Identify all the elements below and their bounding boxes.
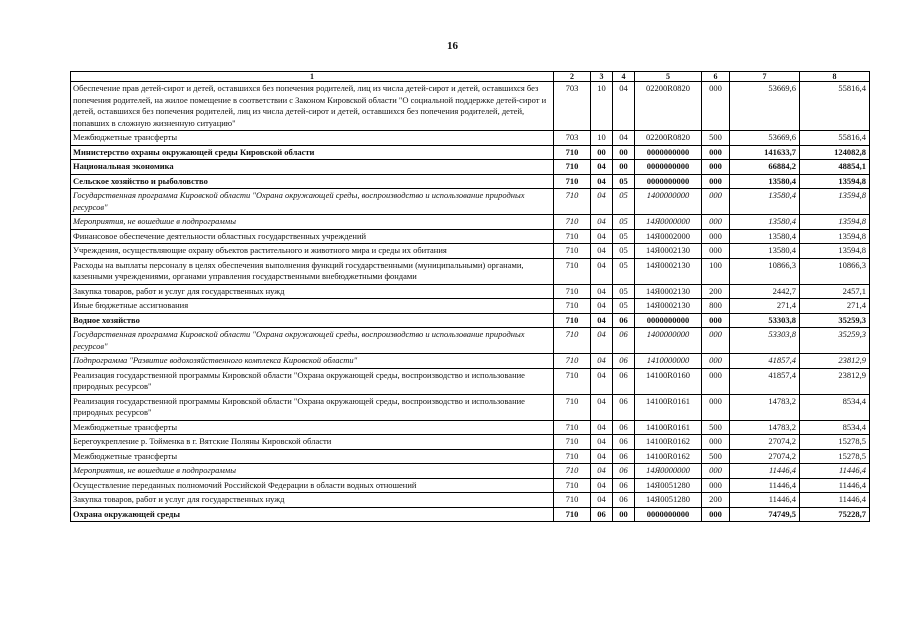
col-expense-type: 000 <box>702 328 730 354</box>
col-subsection: 06 <box>613 354 635 369</box>
col-amount-year2: 10866,3 <box>800 258 870 284</box>
row-name: Закупка товаров, работ и услуг для государственных нужд <box>71 493 554 508</box>
col-section: 04 <box>591 328 613 354</box>
col-amount-year2: 13594,8 <box>800 244 870 259</box>
col-amount-year1: 14783,2 <box>730 420 800 435</box>
col-section: 04 <box>591 435 613 450</box>
col-expense-type: 000 <box>702 368 730 394</box>
col-ministry: 710 <box>554 258 591 284</box>
col-section: 04 <box>591 368 613 394</box>
col-ministry: 710 <box>554 328 591 354</box>
col-amount-year1: 13580,4 <box>730 189 800 215</box>
col-target-article: 14100R0162 <box>635 449 702 464</box>
col-ministry: 710 <box>554 464 591 479</box>
col-target-article: 1410000000 <box>635 354 702 369</box>
col-amount-year1: 41857,4 <box>730 354 800 369</box>
col-ministry: 710 <box>554 189 591 215</box>
col-section: 06 <box>591 507 613 522</box>
col-target-article: 14Я0000000 <box>635 464 702 479</box>
col-amount-year1: 53669,6 <box>730 82 800 131</box>
table-row <box>71 435 870 450</box>
row-name: Межбюджетные трансферты <box>71 420 554 435</box>
col-amount-year1: 53303,8 <box>730 313 800 328</box>
col-amount-year1: 11446,4 <box>730 493 800 508</box>
table-row <box>71 464 870 479</box>
col-subsection: 05 <box>613 244 635 259</box>
col-target-article: 0000000000 <box>635 507 702 522</box>
col-ministry: 710 <box>554 478 591 493</box>
col-subsection: 00 <box>613 145 635 160</box>
col-subsection: 00 <box>613 160 635 175</box>
table-row <box>71 174 870 189</box>
col-section: 04 <box>591 493 613 508</box>
col-amount-year1: 11446,4 <box>730 464 800 479</box>
table-row <box>71 229 870 244</box>
col-ministry: 703 <box>554 82 591 131</box>
col-amount-year2: 13594,8 <box>800 229 870 244</box>
col-subsection: 06 <box>613 313 635 328</box>
col-section: 04 <box>591 299 613 314</box>
column-header: 1 <box>71 72 554 82</box>
row-name: Межбюджетные трансферты <box>71 449 554 464</box>
col-expense-type: 000 <box>702 82 730 131</box>
col-amount-year1: 10866,3 <box>730 258 800 284</box>
col-ministry: 710 <box>554 145 591 160</box>
col-section: 04 <box>591 464 613 479</box>
column-header: 5 <box>635 72 702 82</box>
col-expense-type: 000 <box>702 435 730 450</box>
col-expense-type: 000 <box>702 394 730 420</box>
col-target-article: 14Я0051280 <box>635 478 702 493</box>
col-target-article: 14Я0002130 <box>635 258 702 284</box>
col-amount-year2: 8534,4 <box>800 394 870 420</box>
col-section: 04 <box>591 354 613 369</box>
col-expense-type: 000 <box>702 354 730 369</box>
column-header: 6 <box>702 72 730 82</box>
col-section: 04 <box>591 478 613 493</box>
col-section: 04 <box>591 258 613 284</box>
col-expense-type: 200 <box>702 284 730 299</box>
col-target-article: 14Я0002130 <box>635 244 702 259</box>
col-ministry: 710 <box>554 284 591 299</box>
col-amount-year2: 11446,4 <box>800 478 870 493</box>
col-section: 04 <box>591 215 613 230</box>
col-section: 04 <box>591 160 613 175</box>
row-name: Берегоукрепление р. Тойменка в г. Вятские Поляны Кировской области <box>71 435 554 450</box>
col-section: 04 <box>591 449 613 464</box>
col-amount-year1: 53303,8 <box>730 328 800 354</box>
col-amount-year2: 13594,8 <box>800 215 870 230</box>
col-amount-year2: 13594,8 <box>800 174 870 189</box>
col-expense-type: 000 <box>702 145 730 160</box>
row-name: Финансовое обеспечение деятельности областных государственных учреждений <box>71 229 554 244</box>
table-row <box>71 82 870 131</box>
col-ministry: 710 <box>554 394 591 420</box>
col-expense-type: 500 <box>702 420 730 435</box>
col-amount-year1: 13580,4 <box>730 229 800 244</box>
col-amount-year1: 14783,2 <box>730 394 800 420</box>
row-name: Мероприятия, не вошедшие в подпрограммы <box>71 464 554 479</box>
col-ministry: 710 <box>554 354 591 369</box>
col-section: 04 <box>591 244 613 259</box>
col-subsection: 05 <box>613 174 635 189</box>
col-target-article: 1400000000 <box>635 328 702 354</box>
col-amount-year1: 27074,2 <box>730 435 800 450</box>
col-subsection: 06 <box>613 493 635 508</box>
table-row <box>71 189 870 215</box>
row-name: Министерство охраны окружающей среды Кировской области <box>71 145 554 160</box>
table-row <box>71 313 870 328</box>
column-header: 3 <box>591 72 613 82</box>
col-amount-year1: 66884,2 <box>730 160 800 175</box>
col-amount-year1: 271,4 <box>730 299 800 314</box>
col-subsection: 06 <box>613 449 635 464</box>
row-name: Закупка товаров, работ и услуг для государственных нужд <box>71 284 554 299</box>
col-ministry: 710 <box>554 449 591 464</box>
col-target-article: 0000000000 <box>635 313 702 328</box>
col-amount-year2: 8534,4 <box>800 420 870 435</box>
col-amount-year2: 75228,7 <box>800 507 870 522</box>
col-subsection: 05 <box>613 229 635 244</box>
col-amount-year1: 13580,4 <box>730 215 800 230</box>
row-name: Подпрограмма "Развитие водохозяйственного комплекса Кировской области" <box>71 354 554 369</box>
col-expense-type: 800 <box>702 299 730 314</box>
col-expense-type: 500 <box>702 131 730 146</box>
col-target-article: 14Я0000000 <box>635 215 702 230</box>
column-header: 8 <box>800 72 870 82</box>
col-amount-year1: 74749,5 <box>730 507 800 522</box>
col-amount-year2: 13594,8 <box>800 189 870 215</box>
col-ministry: 710 <box>554 299 591 314</box>
row-name: Государственная программа Кировской области "Охрана окружающей среды, воспроизводство и использование природных ресурсов" <box>71 189 554 215</box>
col-ministry: 703 <box>554 131 591 146</box>
col-subsection: 06 <box>613 394 635 420</box>
col-amount-year1: 141633,7 <box>730 145 800 160</box>
col-subsection: 06 <box>613 478 635 493</box>
col-amount-year1: 2442,7 <box>730 284 800 299</box>
row-name: Государственная программа Кировской области "Охрана окружающей среды, воспроизводство и использование природных ресурсов" <box>71 328 554 354</box>
col-section: 04 <box>591 284 613 299</box>
col-subsection: 06 <box>613 328 635 354</box>
col-section: 04 <box>591 229 613 244</box>
table-row <box>71 394 870 420</box>
col-target-article: 0000000000 <box>635 160 702 175</box>
col-subsection: 06 <box>613 435 635 450</box>
col-amount-year2: 15278,5 <box>800 449 870 464</box>
col-amount-year2: 35259,3 <box>800 313 870 328</box>
row-name: Сельское хозяйство и рыболовство <box>71 174 554 189</box>
col-amount-year2: 11446,4 <box>800 493 870 508</box>
col-subsection: 05 <box>613 299 635 314</box>
col-target-article: 14100R0162 <box>635 435 702 450</box>
col-amount-year1: 11446,4 <box>730 478 800 493</box>
col-target-article: 14Я0002130 <box>635 284 702 299</box>
col-subsection: 04 <box>613 131 635 146</box>
col-expense-type: 000 <box>702 313 730 328</box>
column-header: 2 <box>554 72 591 82</box>
col-expense-type: 500 <box>702 449 730 464</box>
col-section: 00 <box>591 145 613 160</box>
col-ministry: 710 <box>554 435 591 450</box>
col-target-article: 14100R0161 <box>635 420 702 435</box>
column-header: 4 <box>613 72 635 82</box>
table-row <box>71 493 870 508</box>
col-target-article: 14Я0002000 <box>635 229 702 244</box>
row-name: Водное хозяйство <box>71 313 554 328</box>
col-expense-type: 000 <box>702 229 730 244</box>
table-row <box>71 368 870 394</box>
col-target-article: 02200R0820 <box>635 131 702 146</box>
col-amount-year1: 27074,2 <box>730 449 800 464</box>
col-ministry: 710 <box>554 174 591 189</box>
col-expense-type: 000 <box>702 215 730 230</box>
col-amount-year2: 271,4 <box>800 299 870 314</box>
col-amount-year2: 15278,5 <box>800 435 870 450</box>
col-expense-type: 000 <box>702 464 730 479</box>
col-ministry: 710 <box>554 507 591 522</box>
row-name: Национальная экономика <box>71 160 554 175</box>
col-subsection: 06 <box>613 420 635 435</box>
col-expense-type: 000 <box>702 174 730 189</box>
col-amount-year2: 35259,3 <box>800 328 870 354</box>
col-expense-type: 100 <box>702 258 730 284</box>
col-subsection: 04 <box>613 82 635 131</box>
col-expense-type: 000 <box>702 160 730 175</box>
budget-table <box>70 71 870 522</box>
row-name: Иные бюджетные ассигнования <box>71 299 554 314</box>
col-amount-year2: 2457,1 <box>800 284 870 299</box>
col-section: 04 <box>591 420 613 435</box>
col-amount-year1: 13580,4 <box>730 244 800 259</box>
col-target-article: 14100R0160 <box>635 368 702 394</box>
col-amount-year2: 124082,8 <box>800 145 870 160</box>
col-amount-year2: 23812,9 <box>800 354 870 369</box>
col-subsection: 06 <box>613 464 635 479</box>
col-amount-year2: 55816,4 <box>800 82 870 131</box>
col-subsection: 05 <box>613 215 635 230</box>
table-row <box>71 244 870 259</box>
table-row <box>71 160 870 175</box>
col-section: 04 <box>591 189 613 215</box>
column-header: 7 <box>730 72 800 82</box>
col-ministry: 710 <box>554 493 591 508</box>
table-row <box>71 131 870 146</box>
col-subsection: 05 <box>613 189 635 215</box>
col-expense-type: 000 <box>702 244 730 259</box>
col-section: 04 <box>591 174 613 189</box>
col-target-article: 1400000000 <box>635 189 702 215</box>
col-ministry: 710 <box>554 368 591 394</box>
row-name: Реализация государственной программы Кировской области "Охрана окружающей среды, воспроизводство и использование природных ресурсов" <box>71 394 554 420</box>
col-section: 04 <box>591 394 613 420</box>
col-expense-type: 000 <box>702 507 730 522</box>
table-row <box>71 258 870 284</box>
table-row <box>71 354 870 369</box>
col-target-article: 14Я0002130 <box>635 299 702 314</box>
row-name: Расходы на выплаты персоналу в целях обеспечения выполнения функций государственными (муниципальными) органами, казенными учреждениями, органами управления государственными внебюджетными фондами <box>71 258 554 284</box>
col-target-article: 02200R0820 <box>635 82 702 131</box>
row-name: Реализация государственной программы Кировской области "Охрана окружающей среды, воспроизводство и использование природных ресурсов" <box>71 368 554 394</box>
col-amount-year2: 23812,9 <box>800 368 870 394</box>
col-subsection: 05 <box>613 258 635 284</box>
col-ministry: 710 <box>554 244 591 259</box>
table-body <box>71 72 870 522</box>
table-row <box>71 328 870 354</box>
col-amount-year1: 53669,6 <box>730 131 800 146</box>
col-expense-type: 000 <box>702 478 730 493</box>
col-subsection: 00 <box>613 507 635 522</box>
table-row <box>71 507 870 522</box>
header-row <box>71 72 870 82</box>
col-subsection: 05 <box>613 284 635 299</box>
table-row <box>71 478 870 493</box>
col-target-article: 14Я0051280 <box>635 493 702 508</box>
row-name: Охрана окружающей среды <box>71 507 554 522</box>
col-target-article: 0000000000 <box>635 174 702 189</box>
col-section: 10 <box>591 131 613 146</box>
col-ministry: 710 <box>554 313 591 328</box>
col-subsection: 06 <box>613 368 635 394</box>
table-row <box>71 299 870 314</box>
row-name: Межбюджетные трансферты <box>71 131 554 146</box>
col-target-article: 14100R0161 <box>635 394 702 420</box>
row-name: Учреждения, осуществляющие охрану объектов растительного и животного мира и среды их обитания <box>71 244 554 259</box>
col-ministry: 710 <box>554 215 591 230</box>
row-name: Обеспечение прав детей-сирот и детей, оставшихся без попечения родителей, лиц из числа детей-сирот и детей, оставшихся без попечения родителей, на жилое помещение в соответствии с Законом Кировской области "О социальной поддержке детей-сирот и детей, оставшихся без попечения родителей, лиц из числа детей-сирот и детей, оставшихся без попечения родителей, детей, попавших в сложную жизненную ситуацию" <box>71 82 554 131</box>
table-row <box>71 145 870 160</box>
row-name: Осуществление переданных полномочий Российской Федерации в области водных отношений <box>71 478 554 493</box>
col-ministry: 710 <box>554 160 591 175</box>
col-amount-year2: 11446,4 <box>800 464 870 479</box>
col-expense-type: 000 <box>702 189 730 215</box>
table-row <box>71 449 870 464</box>
col-section: 04 <box>591 313 613 328</box>
col-ministry: 710 <box>554 229 591 244</box>
col-target-article: 0000000000 <box>635 145 702 160</box>
table-row <box>71 420 870 435</box>
table-row <box>71 215 870 230</box>
row-name: Мероприятия, не вошедшие в подпрограммы <box>71 215 554 230</box>
col-expense-type: 200 <box>702 493 730 508</box>
col-amount-year1: 13580,4 <box>730 174 800 189</box>
col-amount-year2: 48854,1 <box>800 160 870 175</box>
page-number: 16 <box>447 40 458 52</box>
col-ministry: 710 <box>554 420 591 435</box>
col-amount-year2: 55816,4 <box>800 131 870 146</box>
col-section: 10 <box>591 82 613 131</box>
col-amount-year1: 41857,4 <box>730 368 800 394</box>
table-row <box>71 284 870 299</box>
